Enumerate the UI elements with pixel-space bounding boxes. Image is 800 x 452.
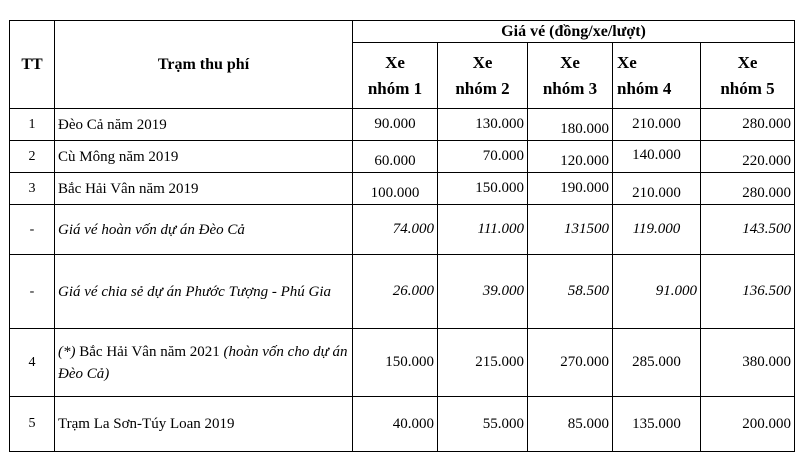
row-station-main: Bắc Hải Vân năm 2021 <box>75 343 224 360</box>
row-value-g5: 220.000 <box>701 141 795 173</box>
header-price: Giá vé (đồng/xe/lượt) <box>353 21 795 43</box>
header-group-1: Xe nhóm 1 <box>353 43 438 109</box>
table-row <box>10 205 795 255</box>
row-station: Cù Mông năm 2019 <box>55 141 353 173</box>
row-value-g2: 39.000 <box>438 255 528 329</box>
row-value-g2: 150.000 <box>438 173 528 205</box>
row-value-g4: 285.000 <box>613 329 701 397</box>
row-station: Trạm La Sơn-Túy Loan 2019 <box>55 397 353 452</box>
row-tt: - <box>10 205 55 255</box>
row-value-g5: 143.500 <box>701 205 795 255</box>
row-station: Giá vé hoàn vốn dự án Đèo Cả <box>55 205 353 255</box>
row-value-g1: 60.000 <box>353 141 438 173</box>
row-value-g3: 58.500 <box>528 255 613 329</box>
row-value-g1: 150.000 <box>353 329 438 397</box>
row-value-g4: 210.000 <box>613 173 701 205</box>
header-group-5: Xe nhóm 5 <box>701 43 795 109</box>
row-value-g4: 91.000 <box>613 255 701 329</box>
row-value-g4: 135.000 <box>613 397 701 452</box>
row-value-g2: 130.000 <box>438 109 528 141</box>
table-row <box>10 109 795 141</box>
row-value-g2: 70.000 <box>438 141 528 173</box>
row-value-g3: 190.000 <box>528 173 613 205</box>
row-value-g1: 100.000 <box>353 173 438 205</box>
row-tt: 5 <box>10 397 55 452</box>
row-station: Giá vé chia sẻ dự án Phước Tượng - Phú Gia <box>55 255 353 329</box>
row-value-g2: 215.000 <box>438 329 528 397</box>
row-value-g4: 210.000 <box>613 109 701 141</box>
row-value-g5: 380.000 <box>701 329 795 397</box>
row-station-note-marker: (*) <box>58 343 76 360</box>
row-value-g4: 140.000 <box>613 141 701 173</box>
row-value-g3: 120.000 <box>528 141 613 173</box>
table-row <box>10 397 795 452</box>
row-tt: - <box>10 255 55 329</box>
table-row <box>10 255 795 329</box>
row-tt: 1 <box>10 109 55 141</box>
row-value-g1: 90.000 <box>353 109 438 141</box>
row-tt: 3 <box>10 173 55 205</box>
header-group-3: Xe nhóm 3 <box>528 43 613 109</box>
row-tt: 4 <box>10 329 55 397</box>
row-station: Bắc Hải Vân năm 2019 <box>55 173 353 205</box>
row-value-g1: 74.000 <box>353 205 438 255</box>
header-group-4: Xe nhóm 4 <box>613 43 701 109</box>
row-value-g5: 136.500 <box>701 255 795 329</box>
row-value-g2: 55.000 <box>438 397 528 452</box>
row-station: Đèo Cả năm 2019 <box>55 109 353 141</box>
table-row <box>10 173 795 205</box>
row-value-g3: 180.000 <box>528 109 613 141</box>
row-value-g3: 85.000 <box>528 397 613 452</box>
row-value-g4: 119.000 <box>613 205 701 255</box>
row-station <box>55 329 353 397</box>
table-row <box>10 329 795 397</box>
row-value-g5: 280.000 <box>701 109 795 141</box>
row-value-g2: 111.000 <box>438 205 528 255</box>
row-value-g3: 131500 <box>528 205 613 255</box>
row-station-note: (hoàn vốn cho dự án Đèo Cả) <box>58 343 348 382</box>
header-row-1 <box>10 21 795 43</box>
row-value-g5: 280.000 <box>701 173 795 205</box>
header-group-2: Xe nhóm 2 <box>438 43 528 109</box>
row-tt: 2 <box>10 141 55 173</box>
toll-fee-table <box>9 20 795 452</box>
header-station: Trạm thu phí <box>55 21 353 109</box>
row-value-g1: 40.000 <box>353 397 438 452</box>
table-row <box>10 141 795 173</box>
row-value-g3: 270.000 <box>528 329 613 397</box>
row-value-g5: 200.000 <box>701 397 795 452</box>
header-tt: TT <box>10 21 55 109</box>
row-value-g1: 26.000 <box>353 255 438 329</box>
